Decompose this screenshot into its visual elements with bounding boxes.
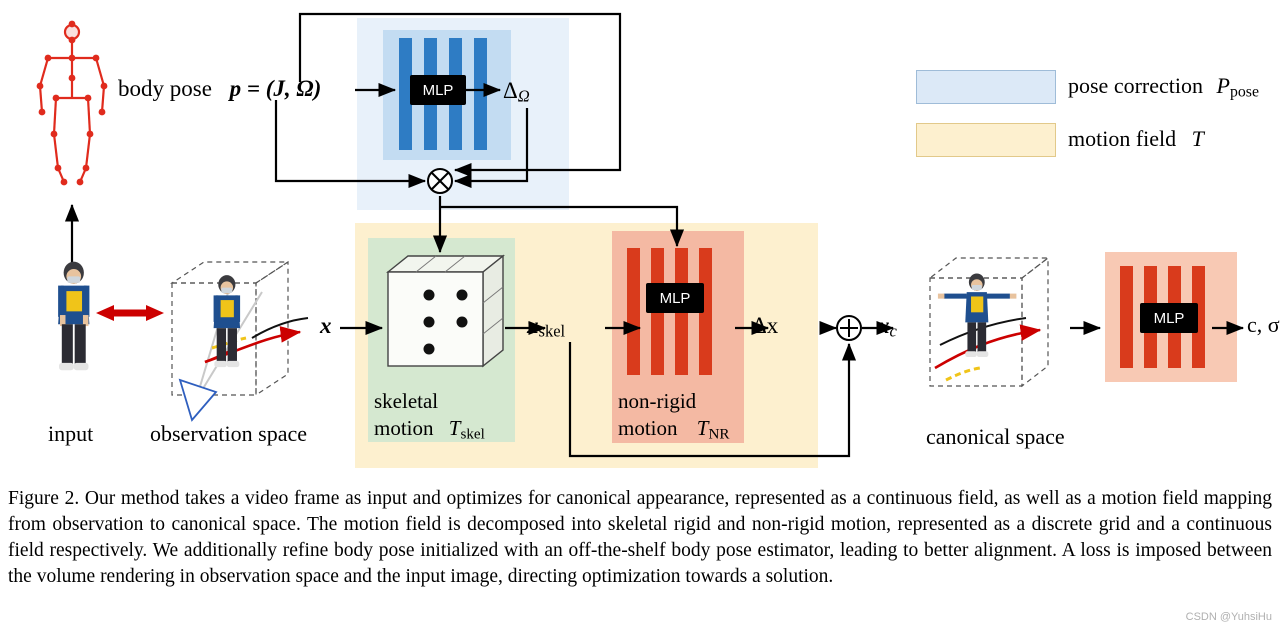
- x-c-subscript: c: [889, 321, 897, 341]
- observation-space-label: observation space: [150, 421, 307, 446]
- delta-x-label: [752, 313, 778, 338]
- nonrigid-line2: motion: [618, 416, 678, 441]
- skeletal-line2: motion: [374, 416, 434, 441]
- mlp-label: MLP: [1153, 309, 1185, 327]
- delta-symbol: Δ: [503, 78, 518, 103]
- legend-swatch-motion-field: [916, 123, 1056, 157]
- delta-omega-label: [503, 78, 530, 106]
- x-c-label: [878, 313, 897, 341]
- nonrigid-symbol-sub: NR: [708, 426, 730, 443]
- legend-text-1: motion field: [1068, 126, 1177, 151]
- caption-number: Figure 2.: [8, 488, 80, 509]
- input-label: input: [48, 421, 94, 446]
- legend-label-pose-correction: [1068, 74, 1259, 101]
- mlp-label: MLP: [422, 81, 454, 99]
- delta-subscript: Ω: [517, 86, 530, 106]
- caption-text: Our method takes a video frame as input and optimizes for canonical appearance, represented as a continuous field, as well as a motion field mapping from observation to canonical space. The motion field is decomposed into skeletal rigid and non-rigid motion, represented as a discrete grid and a continuous field respectively. We additionally refine body pose initialized with an off-the-shelf body pose estimator, leading to better alignment. A loss is imposed between the volume rendering in observation space and the input image, directing optimization towards a solution.: [8, 488, 1273, 587]
- x-skel-label: [527, 313, 565, 341]
- skeletal-motion-label: [374, 390, 485, 443]
- mlp-box-nonrigid: [646, 283, 704, 313]
- legend-symbol-1: T: [1191, 126, 1204, 151]
- body-pose-math: p = (J, Ω): [229, 76, 322, 101]
- legend-symbol-sub-0: pose: [1229, 83, 1259, 101]
- mlp-label: MLP: [659, 289, 691, 307]
- canonical-space-label: canonical space: [926, 424, 1065, 449]
- body-pose-label: [118, 76, 321, 101]
- body-pose-text: body pose: [118, 76, 212, 101]
- nonrigid-symbol: T: [696, 416, 709, 441]
- x-c-symbol: x: [878, 313, 890, 338]
- skeletal-line1: skeletal: [374, 389, 439, 413]
- mlp-box-pose: [410, 75, 466, 105]
- skeletal-symbol-sub: skel: [460, 426, 485, 443]
- legend-text-0: pose correction: [1068, 73, 1203, 98]
- x-skel-symbol: x: [527, 313, 539, 338]
- mlp-box-canonical: [1140, 303, 1198, 333]
- legend-label-motion-field: [1068, 127, 1204, 151]
- skeletal-symbol: T: [448, 416, 461, 441]
- output-label: c, σ: [1247, 312, 1280, 337]
- watermark: CSDN @YuhsiHu: [1185, 611, 1272, 623]
- figure-caption: [8, 486, 1272, 590]
- x-skel-subscript: skel: [538, 321, 566, 341]
- nonrigid-line1: non-rigid: [618, 389, 697, 413]
- legend-symbol-0: P: [1216, 73, 1230, 98]
- delta-x-symbol: Δx: [752, 313, 779, 338]
- x-label: x: [320, 313, 332, 338]
- nonrigid-motion-label: [618, 390, 729, 443]
- legend-swatch-pose-correction: [916, 70, 1056, 104]
